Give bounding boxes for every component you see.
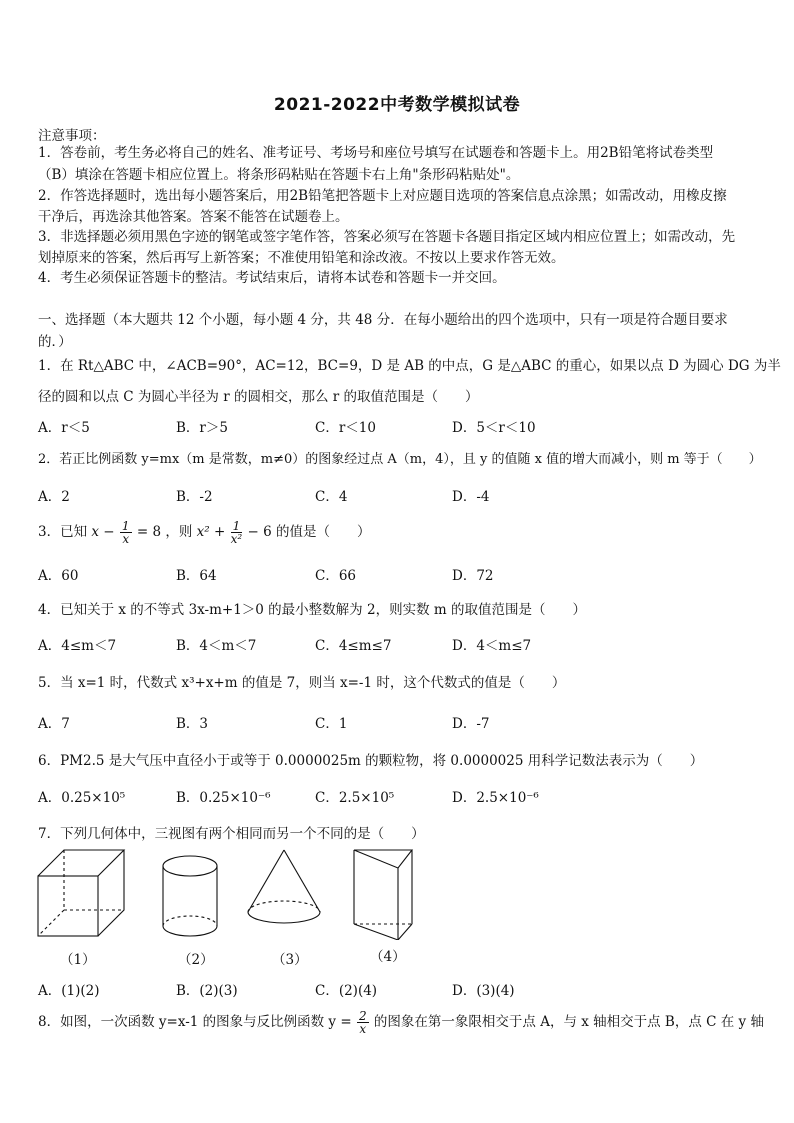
q3-suffix: 的值是（ ） xyxy=(276,524,371,540)
option-a: A．4≤m＜7 xyxy=(38,638,117,654)
question-5-text: 5．当 x=1 时，代数式 x³+x+m 的值是 7，则当 x=-1 时，这个代数式的值是（ ） xyxy=(38,675,566,691)
notice-line: 1．答卷前，考生务必将自己的姓名、准考证号、考场号和座位号填写在试题卷和答题卡上。用2B铅笔将试卷类型 xyxy=(38,145,714,161)
cube-figure xyxy=(38,850,124,936)
q3-expr1-b: = 8 xyxy=(136,524,162,540)
q3-fraction-2 xyxy=(231,520,243,545)
question-1-text-cont: 径的圆和以点 C 为圆心半径为 r 的圆相交，那么 r 的取值范围是（ ） xyxy=(38,389,479,405)
option-d: D．-4 xyxy=(452,489,490,505)
option-b: B．(2)(3) xyxy=(176,983,238,999)
q8-frac-num: 2 xyxy=(358,1009,367,1023)
q3-expr2-b: − 6 xyxy=(247,524,272,540)
option-a: A．7 xyxy=(38,716,70,732)
notice-heading: 注意事项： xyxy=(38,128,106,144)
option-b: B．4＜m＜7 xyxy=(176,638,257,654)
option-a: A．60 xyxy=(38,568,79,584)
figure-label-2: （2） xyxy=(178,952,214,968)
q3-frac2-num: 1 xyxy=(232,519,241,533)
option-c: C．4≤m≤7 xyxy=(315,638,392,654)
option-b: B．3 xyxy=(176,716,209,732)
option-c: C．2.5×10⁵ xyxy=(315,790,395,806)
section-heading-cont: 的．） xyxy=(38,334,72,350)
notice-line: 划掉原来的答案，然后再写上新答案；不准使用铅笔和涂改液。不按以上要求作答无效。 xyxy=(38,250,565,266)
notice-line: 干净后，再选涂其他答案。答案不能答在试题卷上。 xyxy=(38,209,349,225)
option-a: A．r＜5 xyxy=(38,420,90,436)
cone-figure xyxy=(248,850,320,923)
q3-expr2-a: x² + xyxy=(196,524,226,540)
option-b: B．64 xyxy=(176,568,217,584)
option-a: A．0.25×10⁵ xyxy=(38,790,126,806)
option-b: B．0.25×10⁻⁶ xyxy=(176,790,271,806)
figure-label-3: （3） xyxy=(272,952,308,968)
option-b: B．r＞5 xyxy=(176,420,228,436)
question-1-text: 1．在 Rt△ABC 中，∠ACB=90°，AC=12，BC=9，D 是 AB 的中点，G 是△ABC 的重心，如果以点 D 为圆心 DG 为半 xyxy=(38,358,781,374)
question-4-text: 4．已知关于 x 的不等式 3x-m+1＞0 的最小整数解为 2，则实数 m 的取值范围是（ ） xyxy=(38,602,586,618)
section-heading: 一、选择题（本大题共 12 个小题，每小题 4 分，共 48 分．在每小题给出的四个选项中，只有一项是符合题目要求 xyxy=(38,312,728,328)
option-d: D．72 xyxy=(452,568,494,584)
option-a: A．2 xyxy=(38,489,70,505)
option-c: C．4 xyxy=(315,489,348,505)
option-c: C．(2)(4) xyxy=(315,983,378,999)
question-8-text xyxy=(38,1005,764,1039)
q8-fraction xyxy=(357,1010,369,1035)
option-c: C．1 xyxy=(315,716,348,732)
option-a: A．(1)(2) xyxy=(38,983,100,999)
notice-line: 4．考生必须保证答题卡的整洁。考试结束后，请将本试卷和答题卡一并交回。 xyxy=(38,270,506,286)
solid-figures xyxy=(30,840,450,940)
notice-line: （B）填涂在答题卡相应位置上。将条形码粘贴在答题卡右上角"条形码粘贴处"。 xyxy=(38,167,520,183)
notice-line: 3．非选择题必须用黑色字迹的钢笔或签字笔作答，答案必须写在答题卡各题目指定区域内相应位置上；如需改动，先 xyxy=(38,229,736,245)
question-6-text: 6．PM2.5 是大气压中直径小于或等于 0.0000025m 的颗粒物，将 0.0000025 用科学记数法表示为（ ） xyxy=(38,753,704,769)
question-7-text: 7．下列几何体中，三视图有两个相同而另一个不同的是（ ） xyxy=(38,826,425,842)
option-d: D．-7 xyxy=(452,716,490,732)
q3-middle: ，则 xyxy=(165,524,193,540)
figure-label-1: （1） xyxy=(60,952,96,968)
question-3-text xyxy=(38,515,371,549)
notice-line: 2．作答选择题时，选出每小题答案后，用2B铅笔把答题卡上对应题目选项的答案信息点涂黑；如需改动，用橡皮擦 xyxy=(38,188,727,204)
q3-fraction-1 xyxy=(120,520,132,545)
question-2-text: 2．若正比例函数 y=mx（m 是常数，m≠0）的图象经过点 A（m，4），且 y 的值随 x 值的增大而减小，则 m 等于（ ） xyxy=(38,452,762,467)
page-title: 2021-2022中考数学模拟试卷 xyxy=(273,95,521,115)
figure-label-4: （4） xyxy=(370,949,406,965)
option-d: D．2.5×10⁻⁶ xyxy=(452,790,539,806)
option-d: D．4＜m≤7 xyxy=(452,638,532,654)
q3-frac1-num: 1 xyxy=(121,519,130,533)
prism-figure xyxy=(354,850,412,940)
q3-frac1-den: x xyxy=(122,532,130,546)
q3-prefix: 3．已知 xyxy=(38,524,88,540)
q8-frac-den: x xyxy=(359,1022,367,1036)
cylinder-figure xyxy=(163,856,217,936)
q3-expr1-a: x − xyxy=(91,524,115,540)
q3-frac2-den: x² xyxy=(230,532,243,546)
option-d: D．(3)(4) xyxy=(452,983,515,999)
q8-suffix: 的图象在第一象限相交于点 A，与 x 轴相交于点 B，点 C 在 y 轴 xyxy=(373,1014,764,1030)
q8-prefix: 8．如图，一次函数 y=x-1 的图象与反比例函数 y = xyxy=(38,1014,352,1030)
option-c: C．66 xyxy=(315,568,357,584)
option-c: C．r＜10 xyxy=(315,420,376,436)
option-b: B．-2 xyxy=(176,489,213,505)
option-d: D．5＜r＜10 xyxy=(452,420,536,436)
